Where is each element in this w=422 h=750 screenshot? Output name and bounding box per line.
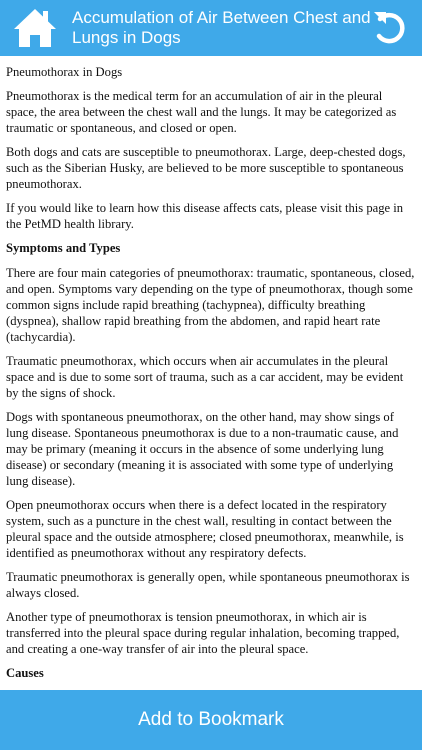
paragraph: Traumatic pneumothorax, which occurs when air accumulates in the pleural space and is due to some sort of trauma, such as a car accident, may be evident by the signs of shock. — [6, 354, 404, 400]
refresh-back-icon — [372, 9, 408, 47]
paragraph: There are four main categories of pneumothorax: traumatic, spontaneous, closed, and open. Symptoms vary depending on the type of pneumothorax, though some common signs include rapid breathing (tachypnea), difficulty breathing (dyspnea), shallow rapid breathing from the abdomen, and rapid heart rate (tachycardia). — [6, 266, 415, 344]
article-subtitle: Pneumothorax in Dogs — [6, 65, 123, 79]
paragraph: Another type of pneumothorax is tension pneumothorax, in which air is transferred into the pleural space during regular inhalation, becoming trapped, and creating a one-way transfer of air into the pleural space. — [6, 610, 400, 656]
paragraph: Open pneumothorax occurs when there is a defect located in the respiratory system, such as a puncture in the chest wall, resulting in contact between the pleural space and the outside atmosphere; closed pneumothorax, meanwhile, is identified as pneumothorax without any respiratory defects. — [6, 498, 404, 560]
home-button[interactable] — [10, 5, 60, 51]
top-bar — [0, 0, 422, 56]
section-heading-symptoms: Symptoms and Types — [6, 241, 121, 255]
section-heading-causes: Causes — [6, 666, 44, 680]
back-button[interactable] — [370, 7, 410, 49]
article-body — [0, 56, 422, 690]
page-title: Accumulation of Air Between Chest and Lungs in Dogs — [72, 8, 371, 47]
house-icon — [12, 7, 58, 49]
paragraph: Pneumothorax is the medical term for an accumulation of air in the pleural space, the area between the chest wall and the lungs. It may be categorized as traumatic or spontaneous, and closed or open. — [6, 89, 397, 135]
add-to-bookmark-button[interactable] — [0, 690, 422, 750]
paragraph: Traumatic pneumothorax is generally open, while spontaneous pneumothorax is always closed. — [6, 570, 410, 600]
paragraph: Both dogs and cats are susceptible to pneumothorax. Large, deep-chested dogs, such as the Siberian Husky, are believed to be more susceptible to spontaneous pneumothorax. — [6, 145, 406, 191]
paragraph: Dogs with spontaneous pneumothorax, on the other hand, may show sings of lung disease. Spontaneous pneumothorax is due to a non-traumatic cause, and may be primary (meaning it occurs in the absence of some underlying lung disease) or secondary (meaning it is associated with some type of underlying lung disease). — [6, 410, 399, 488]
add-to-bookmark-label: Add to Bookmark — [138, 709, 284, 730]
paragraph: If you would like to learn how this disease affects cats, please visit this page in the PetMD health library. — [6, 201, 404, 231]
